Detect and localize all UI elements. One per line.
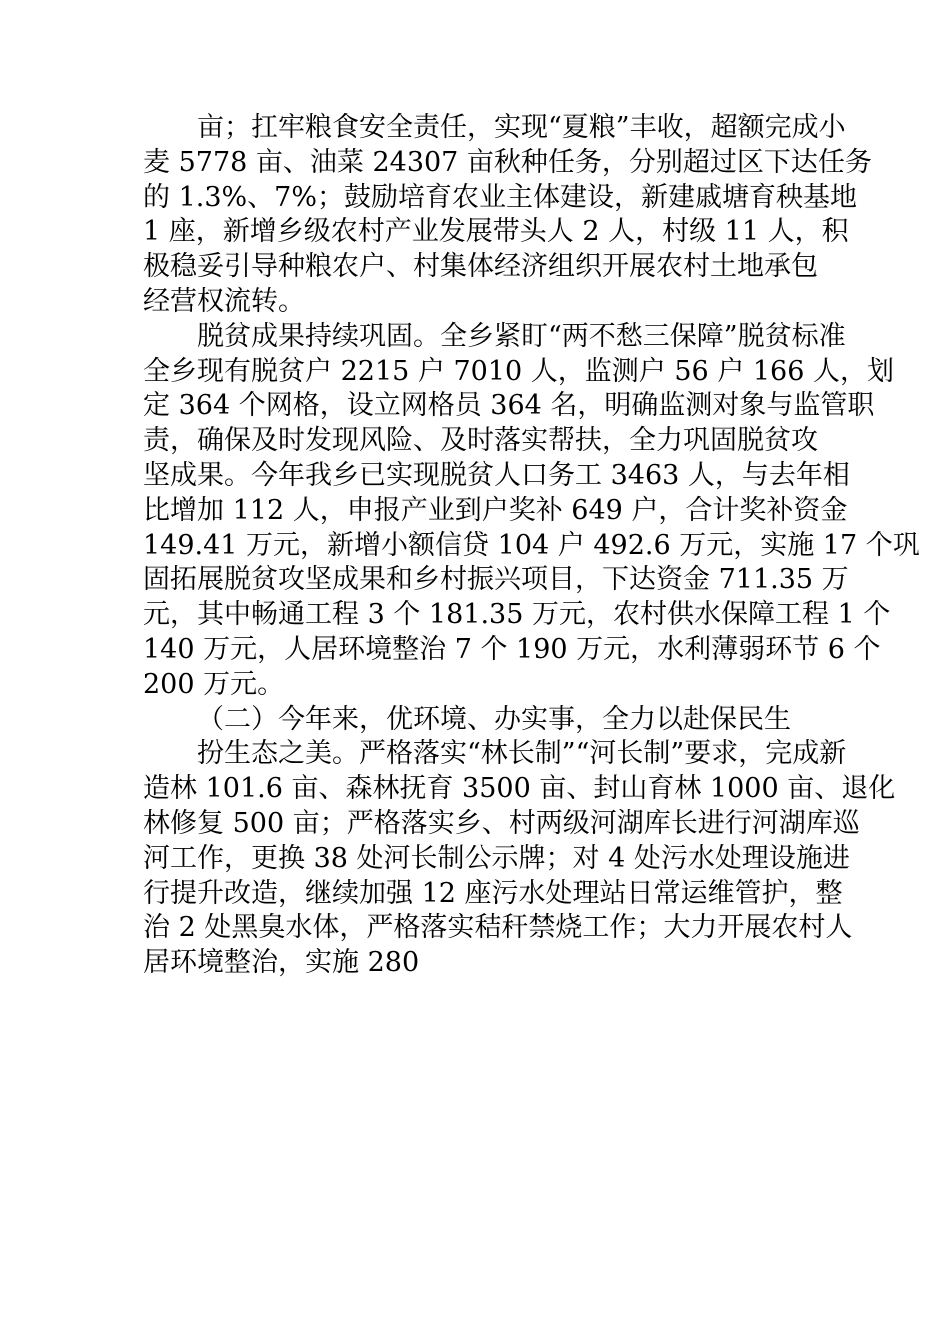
text-line: 造林 101.6 亩、森林抚育 3500 亩、封山育林 1000 亩、退化 [143, 773, 896, 805]
text-line: 极稳妥引导种粮农户、村集体经济组织开展农村土地承包 [143, 251, 818, 283]
text-line: 治 2 处黑臭水体，严格落实秸秆禁烧工作；大力开展农村人 [143, 912, 853, 944]
text-line: 麦 5778 亩、油菜 24307 亩秋种任务，分别超过区下达任务 [143, 146, 872, 178]
text-line: 1 座，新增乡级农村产业发展带头人 2 人，村级 11 人，积 [143, 216, 849, 248]
text-line: 经营权流转。 [143, 285, 305, 317]
text-line: 扮生态之美。严格落实“林长制”“河长制”要求，完成新 [197, 738, 847, 770]
text-line: 脱贫成果持续巩固。全乡紧盯“两不愁三保障”脱贫标准 [197, 320, 846, 352]
body-text [143, 111, 920, 981]
text-line: 亩；扛牢粮食安全责任，实现“夏粮”丰收，超额完成小 [197, 112, 846, 143]
text-line: 林修复 500 亩；严格落实乡、村两级河湖库长进行河湖库巡 [143, 807, 860, 839]
text-line: 200 万元。 [143, 668, 285, 700]
text-line: 140 万元，人居环境整治 7 个 190 万元，水利薄弱环节 6 个 [143, 633, 881, 665]
text-line: 固拓展脱贫攻坚成果和乡村振兴项目，下达资金 711.35 万 [143, 564, 849, 596]
text-line: 的 1.3%、7%；鼓励培育农业主体建设，新建戚塘育秧基地 [143, 181, 858, 213]
text-line: 河工作，更换 38 处河长制公示牌；对 4 处污水处理设施进 [143, 842, 850, 874]
text-line: 比增加 112 人，申报产业到户奖补 649 户，合计奖补资金 [143, 494, 848, 526]
text-line: 责，确保及时发现风险、及时落实帮扶，全力巩固脱贫攻 [143, 425, 818, 457]
text-line: 居环境整治，实施 280 [143, 947, 420, 979]
text-line: 行提升改造，继续加强 12 座污水处理站日常运维管护，整 [143, 877, 843, 909]
text-line: 元，其中畅通工程 3 个 181.35 万元，农村供水保障工程 1 个 [143, 599, 891, 631]
text-line: 坚成果。今年我乡已实现脱贫人口务工 3463 人，与去年相 [143, 459, 850, 491]
text-line: 149.41 万元，新增小额信贷 104 户 492.6 万元，实施 17 个巩 [143, 529, 920, 561]
text-line: 全乡现有脱贫户 2215 户 7010 人，监测户 56 户 166 人，划 [143, 355, 894, 387]
text-line: 定 364 个网格，设立网格员 364 名，明确监测对象与监管职 [143, 390, 875, 422]
section-heading: （二）今年来，优环境、办实事，全力以赴保民生 [197, 703, 791, 735]
